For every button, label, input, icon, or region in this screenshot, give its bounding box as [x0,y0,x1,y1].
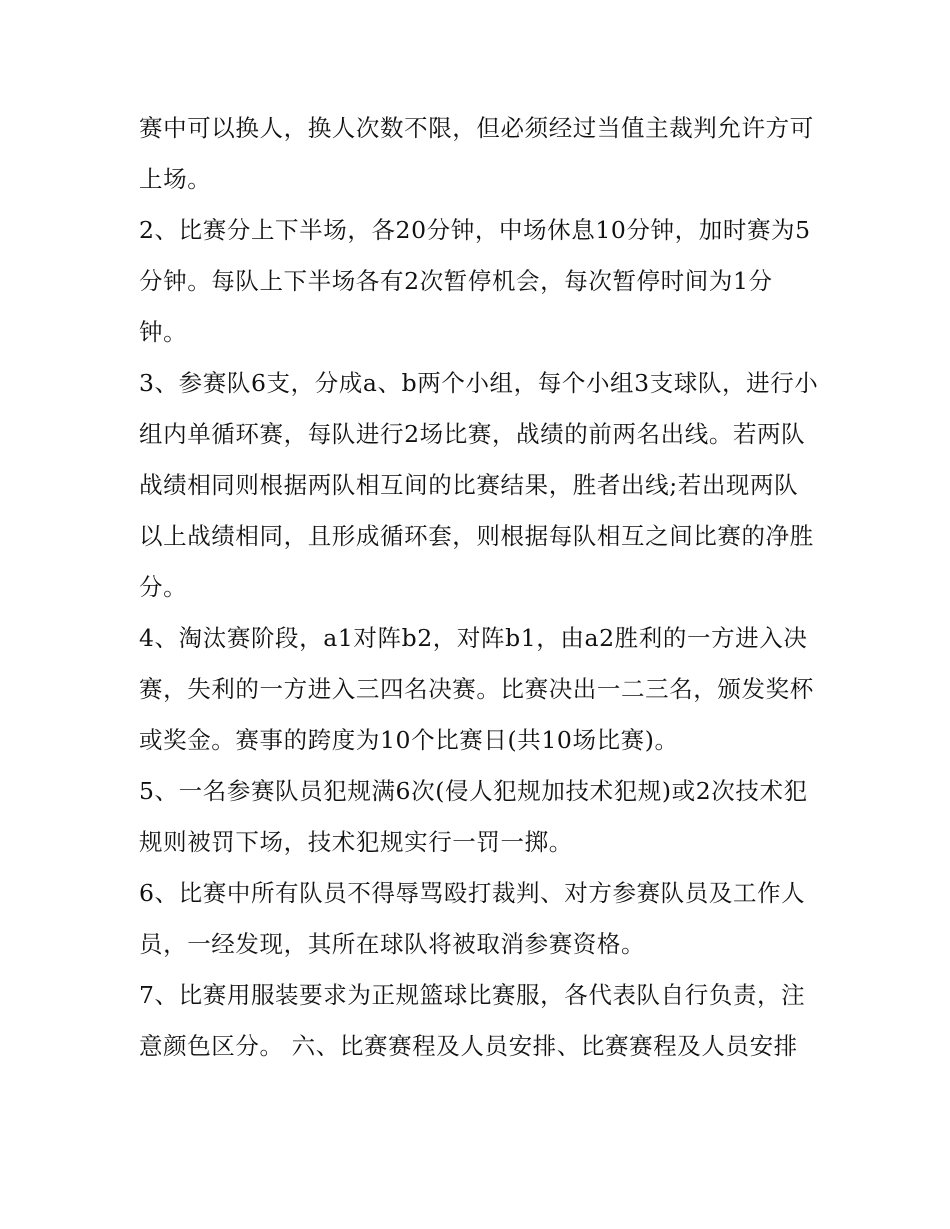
paragraph-rule-3-group-stage: 3、参赛队6支，分成a、b两个小组，每个小组3支球队，进行小组内单循环赛，每队进行2场比赛，战绩的前两名出线。若两队战绩相同则根据两队相互间的比赛结果，胜者出线;若出现两队以上战绩相同，且形成循环套，则根据每队相互之间比赛的净胜分。 [139,369,819,601]
paragraph-rule-4-knockout: 4、淘汰赛阶段，a1对阵b2，对阵b1，由a2胜利的一方进入决赛，失利的一方进入三四名决赛。比赛决出一二三名，颁发奖杯或奖金。赛事的跨度为10个比赛日(共10场比赛)。 [139,624,814,754]
paragraph-rule-2-game-time: 2、比赛分上下半场，各20分钟，中场休息10分钟，加时赛为5分钟。每队上下半场各有2次暂停机会，每次暂停时间为1分钟。 [139,216,811,346]
document-body [139,103,819,1072]
paragraph-substitution-rule: 赛中可以换人，换人次数不限，但必须经过当值主裁判允许方可上场。 [139,114,814,193]
paragraph-rule-6-conduct: 6、比赛中所有队员不得辱骂殴打裁判、对方参赛队员及工作人员，一经发现，其所在球队将被取消参赛资格。 [139,879,806,958]
paragraph-rule-5-fouls: 5、一名参赛队员犯规满6次(侵人犯规加技术犯规)或2次技术犯规则被罚下场，技术犯规实行一罚一掷。 [139,777,808,856]
paragraph-rule-7-uniform: 7、比赛用服装要求为正规篮球比赛服，各代表队自行负责，注意颜色区分。 六、比赛赛程及人员安排、比赛赛程及人员安排 [139,981,806,1060]
